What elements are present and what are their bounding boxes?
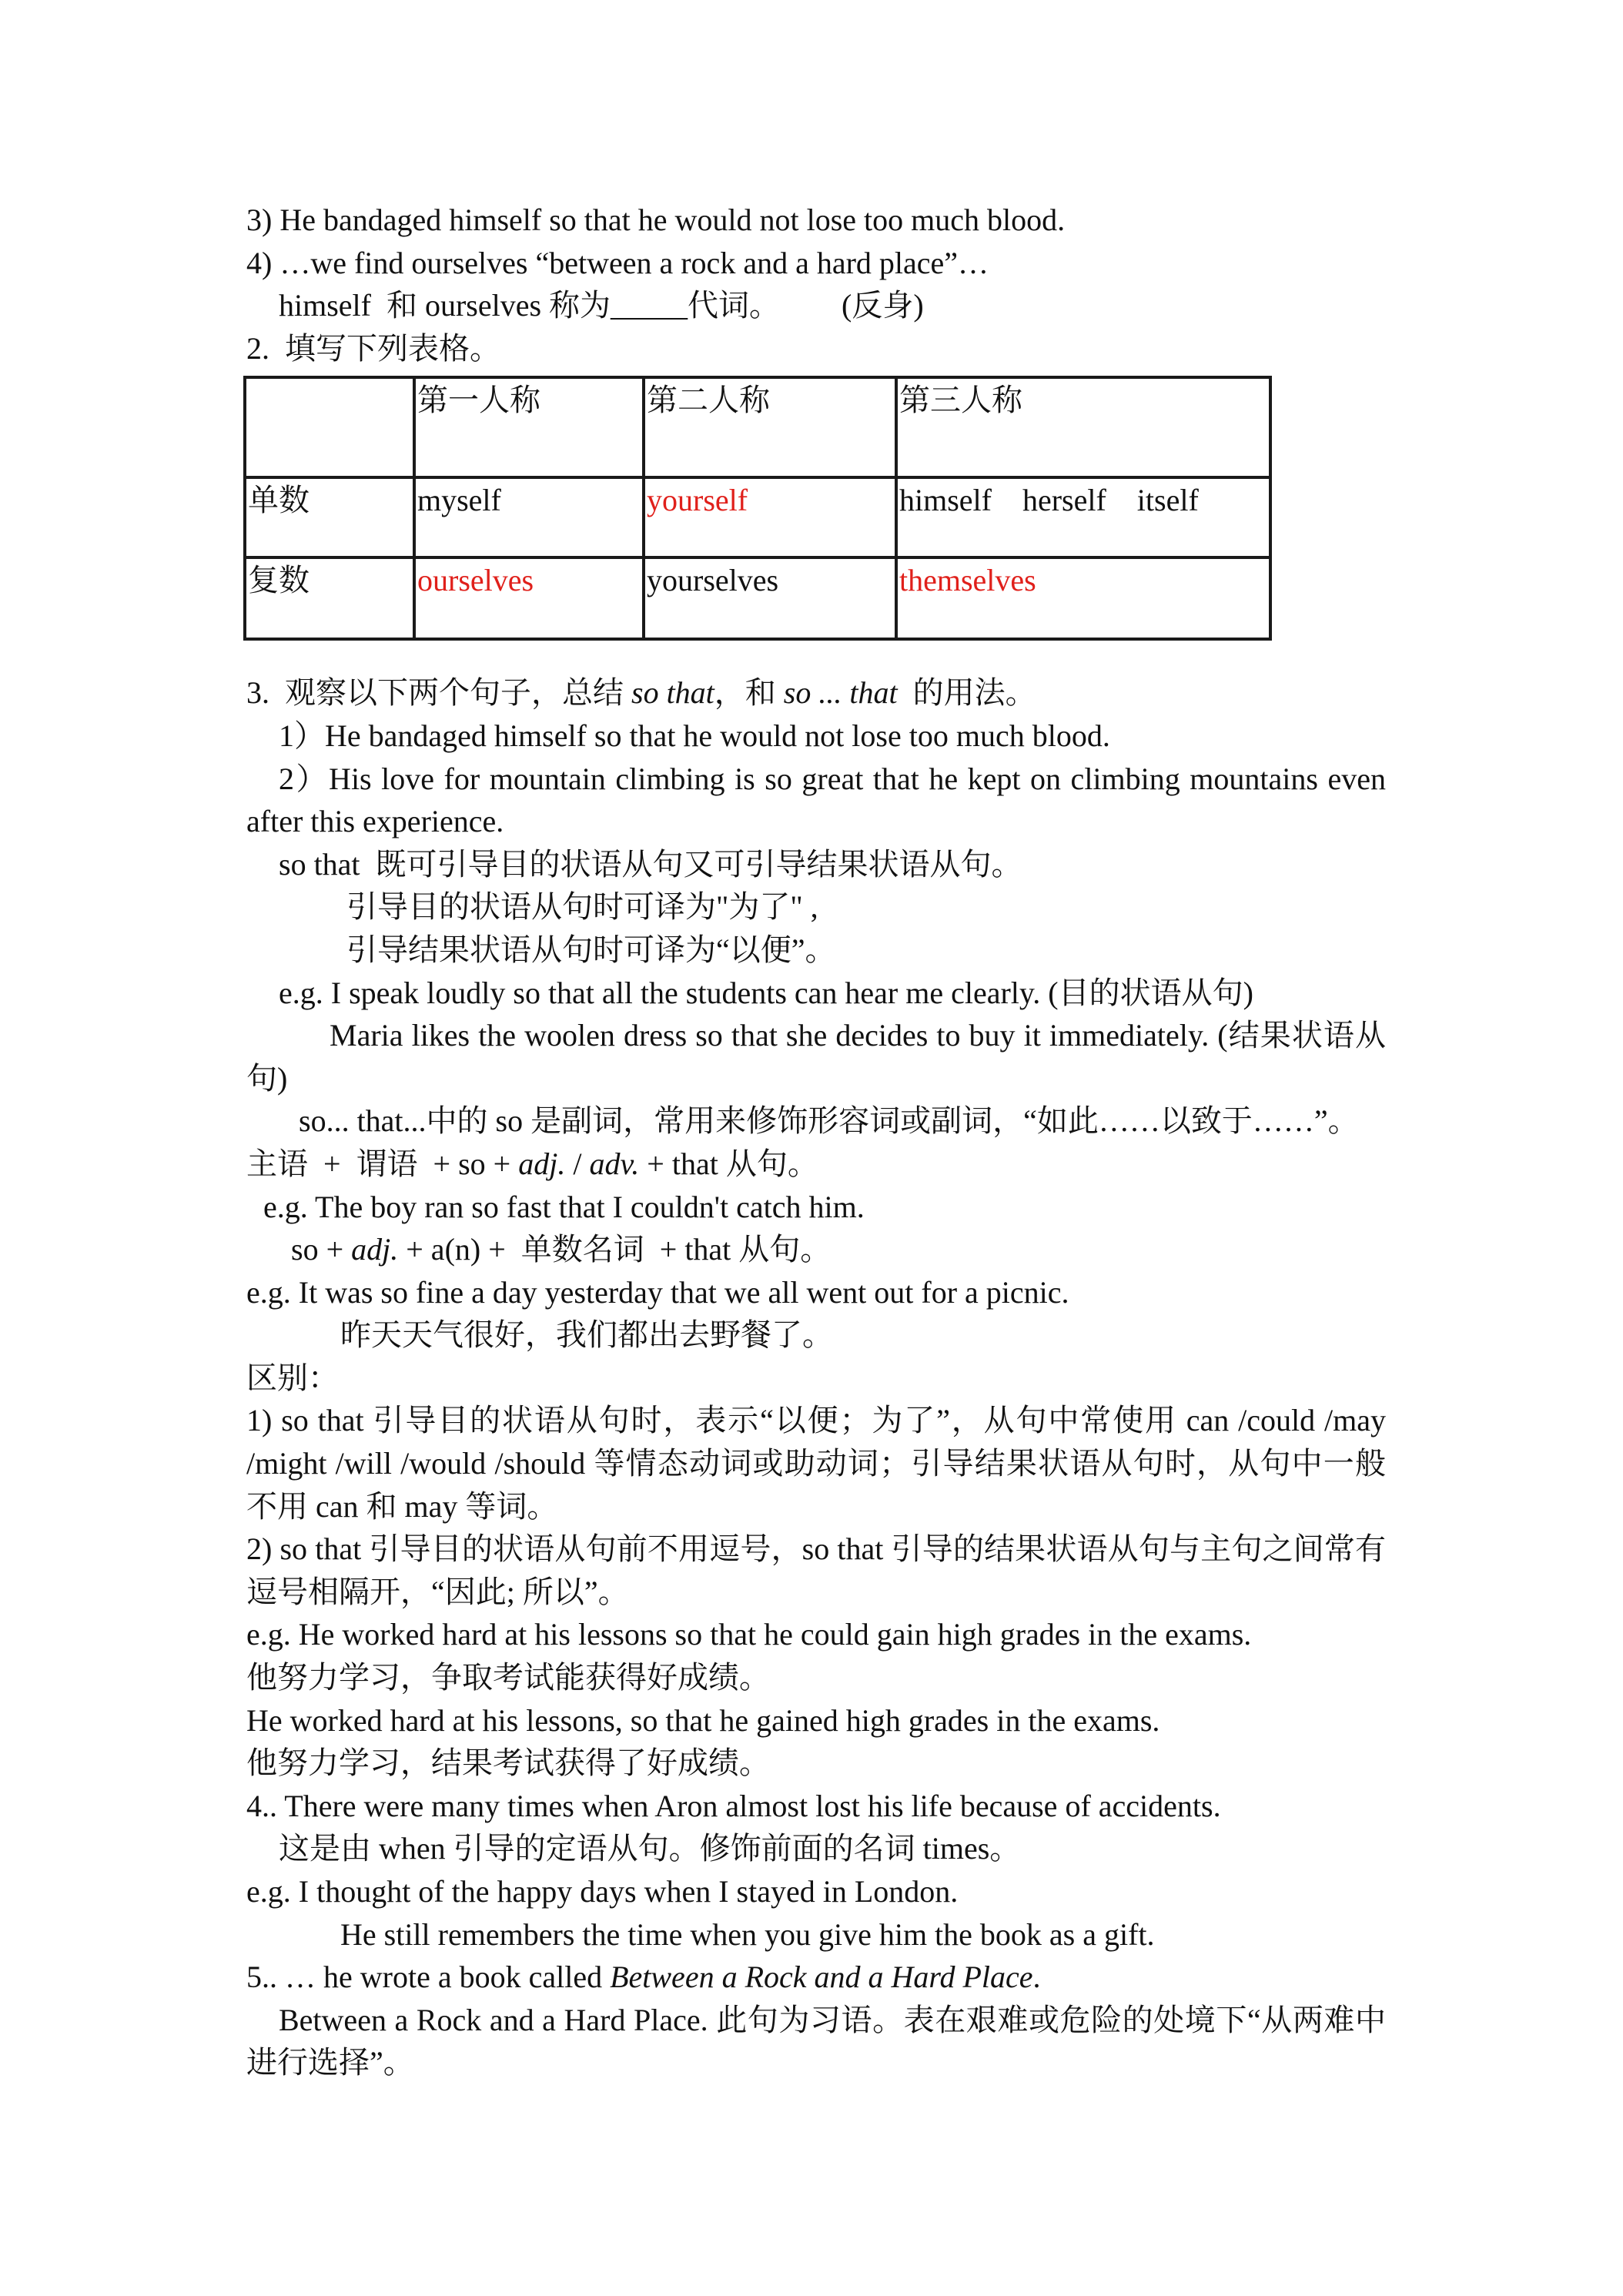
document-page: [246, 199, 1386, 2084]
table-header-cell: 第一人称: [414, 377, 644, 477]
formula-2: [246, 1228, 1386, 1271]
answer-cell: ourselves: [414, 557, 644, 639]
example-3: e.g. The boy ran so fast that I couldn't catch him.: [263, 1189, 865, 1224]
table-row: [245, 477, 1270, 557]
sentence-3: 3) He bandaged himself so that he would not lose too much blood.: [246, 202, 1066, 237]
difference-1: 1) so that 引导目的状语从句时，表示“以便；为了”，从句中常使用 can /could /may /might /will /would /should 等情态动词或助动词；引导结果状语从句时，从句中一般不用 can 和 may 等词。: [246, 1403, 1386, 1524]
result-translation: 引导结果状语从句时可译为“以便”。: [346, 932, 836, 967]
q4-example-1: e.g. I thought of the happy days when I stayed in London.: [246, 1874, 959, 1909]
example-6: He worked hard at his lessons, so that he gained high grades in the exams.: [246, 1702, 1160, 1738]
q5-text: .: [1032, 1960, 1041, 1995]
table-cell: yourselves: [644, 557, 896, 639]
formula-text: + a(n) + 单数名词 + that 从句。: [398, 1232, 832, 1267]
table-header-cell: 第三人称: [896, 377, 1270, 477]
example-6-translation: 他努力学习，结果考试获得了好成绩。: [246, 1745, 770, 1781]
example-5-translation: 他努力学习，争取考试能获得好成绩。: [246, 1660, 770, 1695]
difference-2: 2) so that 引导目的状语从句前不用逗号，so that 引导的结果状语从句与主句之间常有逗号相隔开，“因此; 所以”。: [246, 1531, 1386, 1609]
q4-example-2: He still remembers the time when you give him the book as a gift.: [340, 1916, 1155, 1952]
q3-example-1: 1）He bandaged himself so that he would not lose too much blood.: [279, 718, 1110, 753]
difference-heading: 区别：: [246, 1360, 339, 1395]
formula-adj: adj.: [351, 1232, 399, 1267]
example-4: e.g. It was so fine a day yesterday that we all went out for a picnic.: [246, 1274, 1069, 1310]
answer-cell: yourself: [644, 477, 896, 557]
question-2-heading: 2. 填写下列表格。: [246, 330, 500, 366]
q4-note: 这是由 when 引导的定语从句。修饰前面的名词 times。: [279, 1831, 1021, 1866]
table-header-row: [245, 377, 1270, 477]
table-header-cell: 第二人称: [644, 377, 896, 477]
formula-text: /: [565, 1146, 590, 1181]
so-that-adverb-note: so... that...中的 so 是副词，常用来修饰形容词或副词，“如此……以致于……”。: [299, 1103, 1359, 1139]
formula-text: + that 从句。: [639, 1146, 818, 1181]
q3-text: ，和: [714, 675, 784, 711]
sentence-4: 4) …we find ourselves “between a rock and a hard place”…: [246, 245, 989, 280]
q5-text: 5.. … he wrote a book called: [246, 1960, 611, 1995]
row-label: 复数: [245, 557, 414, 639]
q5-note: Between a Rock and a Hard Place. 此句为习语。表在艰难或危险的处境下“从两难中进行选择”。: [246, 2002, 1386, 2080]
purpose-translation: 引导目的状语从句时可译为"为了" ,: [346, 889, 818, 925]
example-result: Maria likes the woolen dress so that she decides to buy it immediately. (结果状语从句): [246, 1018, 1386, 1096]
so-that-usage: so that 既可引导目的状语从句又可引导结果状语从句。: [279, 846, 1022, 882]
question-4-sentence: 4.. There were many times when Aron almost lost his life because of accidents.: [246, 1788, 1221, 1823]
reflexive-pronoun-table: [243, 376, 1272, 641]
example-purpose: e.g. I speak loudly so that all the students can hear me clearly. (目的状语从句): [279, 975, 1253, 1010]
q3-text: 的用法。: [897, 675, 1036, 711]
q3-term-so-that-2: so ... that: [783, 675, 898, 711]
formula-text: 主语 + 谓语 + so +: [246, 1146, 519, 1181]
reflexive-question: himself 和 ourselves 称为_____代词。 (反身): [279, 288, 924, 323]
formula-1: [246, 1143, 1386, 1186]
formula-adj: adj.: [518, 1146, 566, 1181]
answer-cell: themselves: [896, 557, 1270, 639]
table-header-cell: [245, 377, 414, 477]
example-5: e.g. He worked hard at his lessons so that he could gain high grades in the exams.: [246, 1617, 1252, 1652]
table-cell: himself herself itself: [896, 477, 1270, 557]
formula-text: so +: [291, 1232, 352, 1267]
row-label: 单数: [245, 477, 414, 557]
question-3-heading: [246, 671, 1386, 715]
formula-adv: adv.: [589, 1146, 640, 1181]
q3-term-so-that: so that: [631, 675, 714, 711]
question-5-sentence: [246, 1956, 1386, 1999]
example-4-translation: 昨天天气很好，我们都出去野餐了。: [340, 1317, 833, 1353]
q3-example-2: 2）His love for mountain climbing is so great that he kept on climbing mountains even after this experience.: [246, 761, 1386, 839]
q3-text: 3. 观察以下两个句子，总结: [246, 675, 631, 711]
table-cell: myself: [414, 477, 644, 557]
table-row: [245, 557, 1270, 639]
book-title: Between a Rock and a Hard Place: [610, 1960, 1033, 1995]
